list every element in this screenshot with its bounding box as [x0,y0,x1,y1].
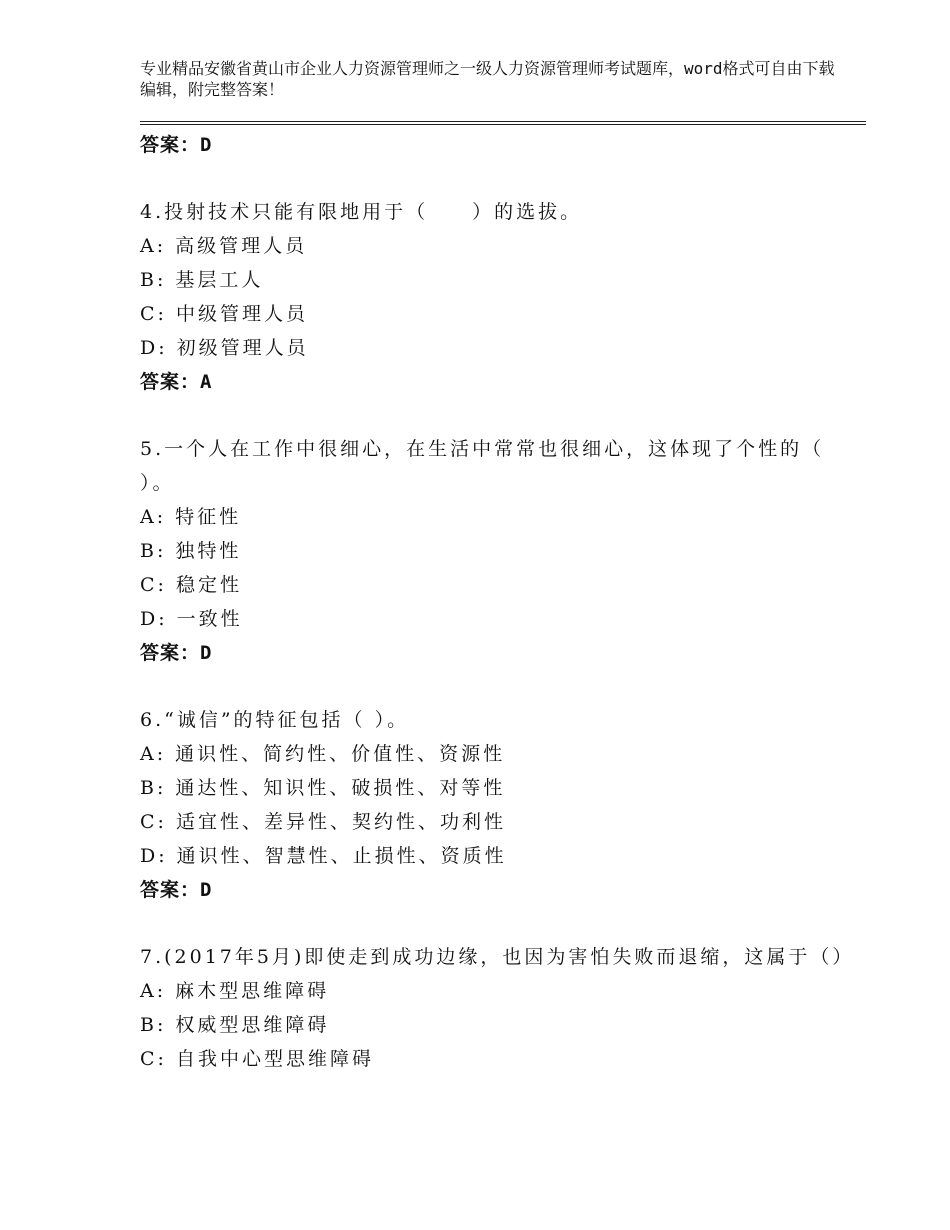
question-stem: 7.(2017年5月)即使走到成功边缘，也因为害怕失败而退缩，这属于（） [140,946,855,968]
header-rule-bottom [140,124,866,125]
question-stem: 4.投射技术只能有限地用于（ ）的选拔。 [140,201,583,223]
question-5 [140,432,860,670]
option-c: C: 自我中心型思维障碍 [140,1048,374,1070]
answer-line: 答案：A [140,371,213,393]
page-header: 专业精品安徽省黄山市企业人力资源管理师之一级人力资源管理师考试题库，word格式可自由下载编辑，附完整答案！ [140,59,835,99]
answer-line: 答案：D [140,642,213,664]
question-stem: 5.一个人在工作中很细心，在生活中常常也很细心，这体现了个性的（ ）。 [140,438,825,494]
option-b: B: 基层工人 [140,269,264,291]
option-b: B: 权威型思维障碍 [140,1014,330,1036]
option-c: C: 中级管理人员 [140,303,308,325]
option-a: A: 特征性 [140,506,242,528]
option-c: C: 稳定性 [140,574,242,596]
option-c: C: 适宜性、差异性、契约性、功利性 [140,811,506,833]
question-4 [140,195,860,399]
header-rule-top [140,121,866,122]
answer-line: 答案：D [140,879,213,901]
option-b: B: 通达性、知识性、破损性、对等性 [140,777,506,799]
option-a: A: 麻木型思维障碍 [140,980,330,1002]
option-b: B: 独特性 [140,540,242,562]
answer-line: 答案：D [140,134,213,156]
option-a: A: 高级管理人员 [140,235,308,257]
option-d: D: 通识性、智慧性、止损性、资质性 [140,845,507,867]
question-6 [140,703,860,907]
option-d: D: 初级管理人员 [140,337,309,359]
option-a: A: 通识性、简约性、价值性、资源性 [140,743,506,765]
option-d: D: 一致性 [140,608,243,630]
question-stem: 6.“诚信”的特征包括（ ）。 [140,709,410,731]
question-7 [140,940,860,1076]
question-list [140,128,860,1076]
